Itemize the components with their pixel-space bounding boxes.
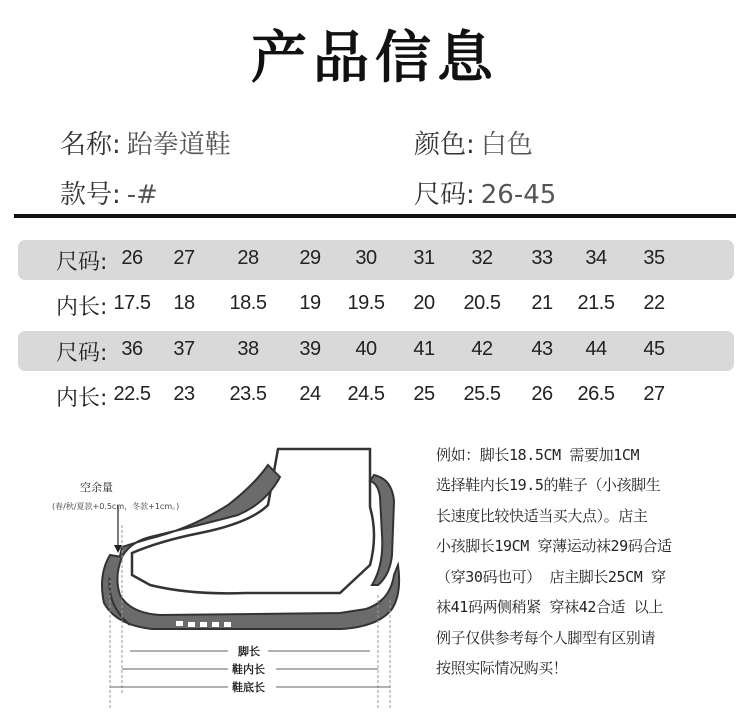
table-cell: 34	[585, 247, 607, 269]
page-title: 产品信息	[251, 25, 499, 91]
table-cell: 26.5	[577, 383, 615, 405]
table-cell: 18.5	[229, 292, 267, 314]
table-cell: 23.5	[229, 383, 267, 405]
table-cell: 19	[299, 292, 321, 314]
table-cell: 27	[173, 247, 195, 269]
table-cell: 44	[585, 338, 607, 360]
table-cell: 20	[413, 292, 435, 314]
table-cell: 41	[413, 338, 435, 360]
table-cell: 22.5	[113, 383, 151, 405]
table-cell: 21	[531, 292, 553, 314]
note-line: 袜41码两侧稍紧 穿袜42合适 以上	[436, 598, 663, 616]
table-cell: 24.5	[347, 383, 385, 405]
name-value: 跆拳道鞋	[126, 130, 231, 160]
table-cell: 32	[471, 247, 493, 269]
table-cell: 19.5	[347, 292, 385, 314]
row-header: 尺码:	[56, 341, 108, 366]
shoe-diagram	[40, 425, 460, 715]
table-cell: 17.5	[113, 292, 151, 314]
foot-length-label: 脚长	[238, 645, 260, 658]
table-cell: 24	[299, 383, 321, 405]
table-cell: 31	[413, 247, 435, 269]
table-cell: 22	[643, 292, 665, 314]
length-row	[18, 285, 734, 325]
table-cell: 45	[643, 338, 665, 360]
table-cell: 30	[355, 247, 377, 269]
size-row	[18, 240, 734, 280]
size-value: 26-45	[480, 180, 557, 210]
table-cell: 43	[531, 338, 553, 360]
table-cell: 27	[643, 383, 665, 405]
table-cell: 38	[237, 338, 259, 360]
note-line: 例子仅供参考每个人脚型有区别请	[436, 629, 656, 647]
note-line: 按照实际情况购买！	[436, 659, 568, 677]
table-cell: 35	[643, 247, 665, 269]
note-line: 长速度比较快适当买大点）。店主	[436, 507, 648, 525]
table-cell: 26	[531, 383, 553, 405]
table-cell: 18	[173, 292, 195, 314]
note-line: 小孩脚长19CM 穿薄运动袜29码合适	[436, 537, 672, 555]
table-cell: 40	[355, 338, 377, 360]
color-value: 白色	[480, 130, 533, 160]
table-cell: 36	[121, 338, 143, 360]
row-header: 内长:	[56, 295, 108, 320]
note-line: 例如：脚长18.5CM 需要加1CM	[436, 446, 640, 464]
space-label: 空余量	[80, 481, 113, 494]
product-size-range	[414, 174, 556, 211]
table-cell: 33	[531, 247, 553, 269]
table-cell: 39	[299, 338, 321, 360]
table-cell: 28	[237, 247, 259, 269]
space-note: (春/秋/夏款+0.5cm，冬款+1cm。)	[52, 502, 180, 511]
product-model	[60, 174, 158, 211]
product-color	[414, 124, 533, 161]
foot-outline	[132, 449, 374, 593]
row-header: 尺码:	[56, 250, 108, 275]
table-cell: 20.5	[463, 292, 501, 314]
table-cell: 25	[413, 383, 435, 405]
row-header: 内长:	[56, 386, 108, 411]
table-cell: 26	[121, 247, 143, 269]
note-line: 选择鞋内长19.5的鞋子（小孩脚生	[436, 476, 661, 494]
model-label: 款号:	[60, 180, 121, 210]
sole-length-label: 鞋底长	[232, 681, 265, 694]
table-cell: 23	[173, 383, 195, 405]
table-cell: 25.5	[463, 383, 501, 405]
product-name	[60, 124, 231, 161]
model-value: -#	[126, 180, 158, 210]
length-row	[18, 376, 734, 416]
table-cell: 42	[471, 338, 493, 360]
size-row	[18, 331, 734, 371]
name-label: 名称:	[60, 130, 121, 160]
inner-length-label: 鞋内长	[232, 663, 265, 676]
color-label: 颜色:	[414, 130, 475, 160]
note-line: （穿30码也可） 店主脚长25CM 穿	[436, 568, 666, 586]
table-cell: 37	[173, 338, 195, 360]
table-cell: 21.5	[577, 292, 615, 314]
section-divider	[14, 214, 736, 218]
table-cell: 29	[299, 247, 321, 269]
size-label: 尺码:	[414, 180, 475, 210]
